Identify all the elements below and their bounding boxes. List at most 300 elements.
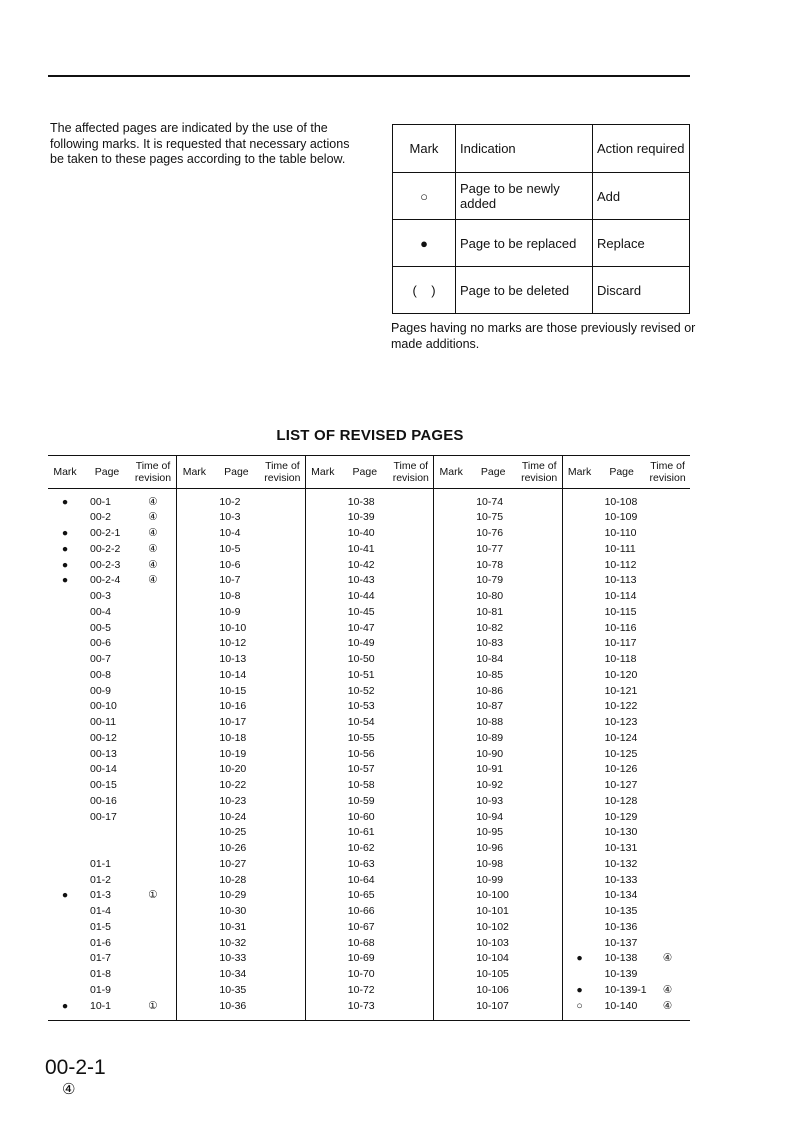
row-page: 10-139: [604, 968, 638, 980]
row-mark: [177, 950, 211, 966]
header-page: Page: [352, 465, 378, 478]
row-revision: [647, 919, 689, 935]
row-revision: [518, 903, 560, 919]
row-page: 10-98: [476, 857, 504, 870]
row-mark: [177, 525, 211, 541]
row-mark: [48, 809, 82, 825]
row-revision: [390, 494, 432, 510]
row-page: 10-38: [347, 495, 375, 508]
row-revision: [518, 604, 560, 620]
row-page: 00-10: [90, 700, 117, 713]
row-mark: [48, 793, 82, 809]
row-mark: [434, 966, 468, 982]
row-mark: [563, 604, 597, 620]
row-revision: [261, 840, 303, 856]
row-page: 01-7: [90, 952, 112, 965]
row-revision: [390, 982, 432, 998]
row-revision: [261, 620, 303, 636]
row-page: 10-78: [476, 558, 504, 571]
row-page: 10-29: [219, 889, 247, 902]
row-revision: [261, 887, 303, 903]
row-mark: [563, 777, 597, 793]
row-mark: [177, 557, 211, 573]
row-revision: [132, 840, 174, 856]
row-revision: [132, 620, 174, 636]
row-page: 10-14: [219, 668, 247, 681]
row-revision: [390, 509, 432, 525]
row-revision: [518, 761, 560, 777]
row-mark: [177, 635, 211, 651]
row-mark: [177, 494, 211, 510]
row-revision: [518, 966, 560, 982]
row-mark: [306, 572, 340, 588]
row-mark: [563, 714, 597, 730]
row-page: 01-2: [90, 873, 112, 886]
row-revision: [132, 903, 174, 919]
row-mark: [434, 541, 468, 557]
row-page: 00-1: [90, 495, 112, 508]
row-mark: [177, 604, 211, 620]
row-page: 10-17: [219, 716, 247, 728]
row-mark: [48, 746, 82, 762]
row-revision: ④: [148, 574, 158, 587]
row-page: 10-114: [604, 590, 637, 602]
row-revision: ④: [148, 527, 158, 539]
row-mark: [48, 919, 82, 935]
row-page: 10-60: [347, 810, 375, 823]
row-revision: [132, 777, 174, 793]
row-mark: [177, 541, 211, 557]
row-mark: [563, 557, 597, 573]
row-page: 10-47: [347, 621, 375, 634]
row-page: 10-63: [347, 857, 375, 870]
legend-header-indication: Indication: [456, 125, 593, 173]
row-revision: [647, 541, 689, 557]
row-revision: [390, 998, 432, 1014]
row-mark: [48, 950, 82, 966]
row-revision: [390, 730, 432, 746]
row-revision: [518, 809, 560, 825]
row-page: 10-40: [347, 527, 375, 539]
row-revision: [390, 698, 432, 714]
row-revision: [261, 950, 303, 966]
row-mark: [177, 840, 211, 856]
row-page: 10-126: [604, 763, 638, 776]
row-mark: [434, 809, 468, 825]
row-mark: [306, 541, 340, 557]
row-page: 10-52: [347, 684, 375, 697]
row-page: 10-15: [219, 684, 247, 697]
row-revision: [518, 714, 560, 730]
row-mark: [434, 903, 468, 919]
legend-header-action: Action required: [593, 125, 690, 173]
row-revision: [518, 982, 560, 998]
row-page: 10-108: [604, 495, 638, 508]
row-revision: [647, 824, 689, 840]
row-mark: [563, 856, 597, 872]
row-page: 10-16: [219, 700, 247, 713]
row-mark: ○: [576, 999, 583, 1012]
row-page: 10-131: [604, 842, 638, 854]
row-mark: [306, 872, 340, 888]
row-mark: [177, 509, 211, 525]
row-page: 10-65: [347, 889, 375, 902]
row-page: 10-89: [476, 731, 504, 744]
row-revision: ④: [148, 511, 158, 524]
row-revision: [647, 887, 689, 903]
row-mark: [434, 761, 468, 777]
row-mark: [306, 698, 340, 714]
row-revision: ④: [662, 952, 673, 965]
row-revision: [647, 651, 689, 667]
row-mark: [177, 714, 211, 730]
row-page: 10-23: [219, 794, 247, 807]
row-revision: [647, 714, 689, 730]
row-revision: [390, 824, 432, 840]
row-mark: [563, 525, 597, 541]
row-page: 10-43: [347, 574, 375, 587]
row-revision: ④: [148, 495, 158, 508]
row-mark: [48, 730, 82, 746]
row-revision: [390, 525, 432, 541]
row-mark: ●: [61, 495, 69, 508]
row-revision: [390, 887, 432, 903]
row-mark: [306, 824, 340, 840]
row-mark: [563, 966, 597, 982]
row-revision: [518, 824, 560, 840]
row-page: 10-123: [604, 716, 638, 728]
header-page: Page: [94, 465, 120, 478]
row-mark: ●: [61, 999, 69, 1012]
row-page: 10-22: [219, 779, 247, 791]
row-revision: [647, 604, 689, 620]
row-revision: [132, 824, 174, 840]
row-page: 00-16: [90, 794, 117, 807]
row-page: 10-62: [347, 842, 375, 854]
row-mark: [306, 998, 340, 1014]
row-mark: [306, 557, 340, 573]
row-mark: [306, 966, 340, 982]
row-mark: [48, 635, 82, 651]
row-page: 10-56: [347, 747, 375, 760]
row-revision: [518, 620, 560, 636]
row-revision: [132, 950, 174, 966]
row-page: 10-24: [219, 810, 247, 823]
row-page: 01-9: [90, 983, 112, 996]
row-revision: [390, 840, 432, 856]
row-page: 10-99: [476, 873, 504, 886]
row-revision: [390, 761, 432, 777]
row-revision: [647, 698, 689, 714]
row-page: 10-68: [347, 936, 375, 949]
row-revision: [518, 588, 560, 604]
row-page: 10-7: [219, 574, 241, 587]
row-page: 10-73: [347, 999, 375, 1012]
row-revision: [647, 840, 689, 856]
row-mark: [434, 856, 468, 872]
row-page: 10-39: [347, 511, 375, 524]
row-page: 10-25: [219, 826, 247, 839]
row-mark: [434, 950, 468, 966]
legend-header-mark: Mark: [393, 125, 456, 173]
legend-indication-replace: Page to be replaced: [456, 220, 593, 267]
header-revision: Time of revision: [264, 459, 301, 484]
row-page: 10-92: [476, 779, 504, 791]
header-revision: Time of revision: [521, 459, 558, 484]
row-revision: [390, 541, 432, 557]
row-revision: [647, 746, 689, 762]
row-page: 10-2: [219, 495, 241, 508]
row-page: 10-51: [347, 668, 375, 681]
row-revision: [390, 746, 432, 762]
row-revision: [132, 761, 174, 777]
row-mark: [306, 777, 340, 793]
row-mark: [48, 604, 82, 620]
row-page: 10-79: [476, 574, 504, 587]
row-mark: [306, 809, 340, 825]
row-revision: [647, 494, 689, 510]
row-page: 10-3: [219, 511, 241, 524]
row-mark: [563, 919, 597, 935]
row-page: 00-2-3: [90, 558, 121, 571]
row-page: 10-139-1: [604, 983, 647, 996]
row-page: 10-30: [219, 905, 247, 917]
row-page: 10-19: [219, 747, 247, 760]
row-revision: [390, 793, 432, 809]
row-mark: [434, 840, 468, 856]
row-page: 10-135: [604, 905, 638, 917]
row-mark: [434, 620, 468, 636]
row-page: 10-1: [90, 999, 112, 1012]
row-page: 10-12: [219, 637, 247, 650]
row-revision: [261, 541, 303, 557]
row-page: 10-121: [604, 684, 638, 697]
row-page: 00-13: [90, 747, 117, 760]
row-page: 10-10: [219, 621, 247, 634]
row-revision: [518, 572, 560, 588]
column-group-3: [305, 455, 434, 1021]
row-mark: [306, 525, 340, 541]
row-mark: [306, 588, 340, 604]
row-revision: [390, 856, 432, 872]
row-revision: [390, 667, 432, 683]
row-mark: [563, 746, 597, 762]
row-page: 10-117: [604, 637, 637, 650]
row-page: 10-83: [476, 637, 504, 650]
row-mark: [177, 982, 211, 998]
row-mark: [434, 525, 468, 541]
row-mark: [177, 777, 211, 793]
row-page: 10-85: [476, 668, 504, 681]
row-revision: [647, 525, 689, 541]
legend-indication-discard: Page to be deleted: [456, 267, 593, 314]
row-revision: [647, 620, 689, 636]
row-page: 10-75: [476, 511, 504, 524]
row-page: 10-34: [219, 968, 247, 980]
row-revision: [390, 935, 432, 951]
row-page: 10-58: [347, 779, 375, 791]
header-mark: Mark: [53, 465, 77, 478]
row-mark: [48, 509, 82, 525]
row-mark: ●: [576, 983, 583, 996]
row-revision: [647, 935, 689, 951]
row-page: 10-122: [604, 700, 638, 713]
row-page: 10-28: [219, 873, 247, 886]
row-revision: [518, 998, 560, 1014]
row-mark: ●: [576, 952, 583, 965]
row-revision: [518, 667, 560, 683]
row-page: 10-45: [347, 605, 375, 618]
row-mark: [563, 635, 597, 651]
revised-pages-table: [48, 455, 690, 1021]
row-mark: [434, 793, 468, 809]
row-mark: [48, 761, 82, 777]
row-page: 10-140: [604, 999, 638, 1012]
row-page: 00-11: [90, 716, 117, 728]
row-revision: [390, 635, 432, 651]
row-revision: [132, 872, 174, 888]
row-mark: [563, 620, 597, 636]
row-mark: ●: [61, 574, 69, 587]
row-page: 10-54: [347, 716, 375, 728]
row-revision: [647, 903, 689, 919]
row-page: 00-2-2: [90, 542, 121, 555]
row-page: 10-86: [476, 684, 504, 697]
row-page: 10-106: [476, 983, 509, 996]
row-revision: [261, 604, 303, 620]
header-revision: Time of revision: [649, 459, 686, 484]
row-revision: [132, 966, 174, 982]
row-page: 10-5: [219, 542, 241, 555]
header-mark: Mark: [182, 465, 207, 478]
row-revision: [261, 856, 303, 872]
legend-note: Pages having no marks are those previously revised or made additions.: [391, 321, 696, 351]
row-revision: [390, 966, 432, 982]
row-revision: [518, 635, 560, 651]
row-revision: [647, 761, 689, 777]
row-revision: [132, 683, 174, 699]
column-group-2: [176, 455, 305, 1021]
row-revision: [647, 635, 689, 651]
row-page: 00-4: [90, 605, 112, 618]
row-revision: [647, 509, 689, 525]
row-page: 10-69: [347, 952, 375, 965]
legend-indication-add: Page to be newly added: [456, 173, 593, 220]
row-mark: [563, 494, 597, 510]
row-page: 00-14: [90, 763, 117, 776]
row-mark: [434, 509, 468, 525]
row-revision: [132, 856, 174, 872]
row-page: 10-44: [347, 590, 375, 602]
row-page: 10-110: [604, 527, 637, 539]
row-mark: [563, 809, 597, 825]
row-revision: [132, 919, 174, 935]
row-revision: [518, 651, 560, 667]
row-revision: [261, 919, 303, 935]
row-mark: [177, 966, 211, 982]
row-page: 10-76: [476, 527, 504, 539]
legend-action-discard: Discard: [593, 267, 690, 314]
row-revision: [647, 730, 689, 746]
row-page: 10-84: [476, 653, 504, 665]
row-revision: [261, 525, 303, 541]
row-page: 10-125: [604, 747, 638, 760]
row-page: 10-42: [347, 558, 375, 571]
row-page: 10-113: [604, 574, 637, 587]
row-mark: [306, 935, 340, 951]
row-revision: [518, 856, 560, 872]
row-mark: [563, 793, 597, 809]
row-page: 10-132: [604, 857, 638, 870]
row-mark: [177, 746, 211, 762]
row-mark: [434, 604, 468, 620]
row-mark: [48, 840, 82, 856]
row-revision: [647, 572, 689, 588]
row-mark: ●: [61, 527, 69, 539]
row-revision: [390, 872, 432, 888]
row-revision: [518, 840, 560, 856]
row-page: 10-81: [476, 605, 504, 618]
row-mark: [434, 494, 468, 510]
row-mark: [306, 887, 340, 903]
row-mark: [563, 651, 597, 667]
row-page: 10-133: [604, 873, 638, 886]
row-revision: [647, 557, 689, 573]
row-mark: ●: [61, 542, 69, 555]
row-mark: [48, 651, 82, 667]
row-mark: [48, 903, 82, 919]
row-page: 10-87: [476, 700, 504, 713]
row-page: 10-20: [219, 763, 247, 776]
row-revision: [518, 698, 560, 714]
row-page: 10-55: [347, 731, 375, 744]
top-rule: [48, 75, 690, 77]
row-mark: [306, 667, 340, 683]
row-mark: [434, 935, 468, 951]
row-page: 10-102: [476, 920, 509, 933]
row-mark: [434, 824, 468, 840]
row-mark: [48, 872, 82, 888]
row-mark: [563, 761, 597, 777]
row-page: 00-9: [90, 684, 112, 697]
page-title: LIST OF REVISED PAGES: [276, 427, 464, 444]
row-revision: [390, 572, 432, 588]
row-revision: [261, 635, 303, 651]
row-mark: [177, 793, 211, 809]
row-mark: [48, 856, 82, 872]
row-page: 10-90: [476, 747, 504, 760]
row-mark: [434, 635, 468, 651]
row-revision: [647, 809, 689, 825]
row-mark: [177, 935, 211, 951]
row-mark: [177, 919, 211, 935]
intro-paragraph: The affected pages are indicated by the use of the following marks. It is requested that necessary actions be taken to these pages according to the table below.: [50, 121, 350, 166]
row-page: 01-4: [90, 905, 112, 917]
row-revision: ④: [662, 999, 673, 1012]
row-page: 10-66: [347, 905, 375, 917]
row-page: 10-13: [219, 653, 247, 665]
row-mark: [48, 714, 82, 730]
row-revision: [261, 572, 303, 588]
row-page: 00-2: [90, 511, 112, 524]
row-mark: [306, 604, 340, 620]
row-revision: [647, 777, 689, 793]
row-revision: [261, 714, 303, 730]
row-revision: [132, 793, 174, 809]
row-revision: [518, 746, 560, 762]
row-revision: [518, 777, 560, 793]
row-page: 10-104: [476, 952, 509, 965]
